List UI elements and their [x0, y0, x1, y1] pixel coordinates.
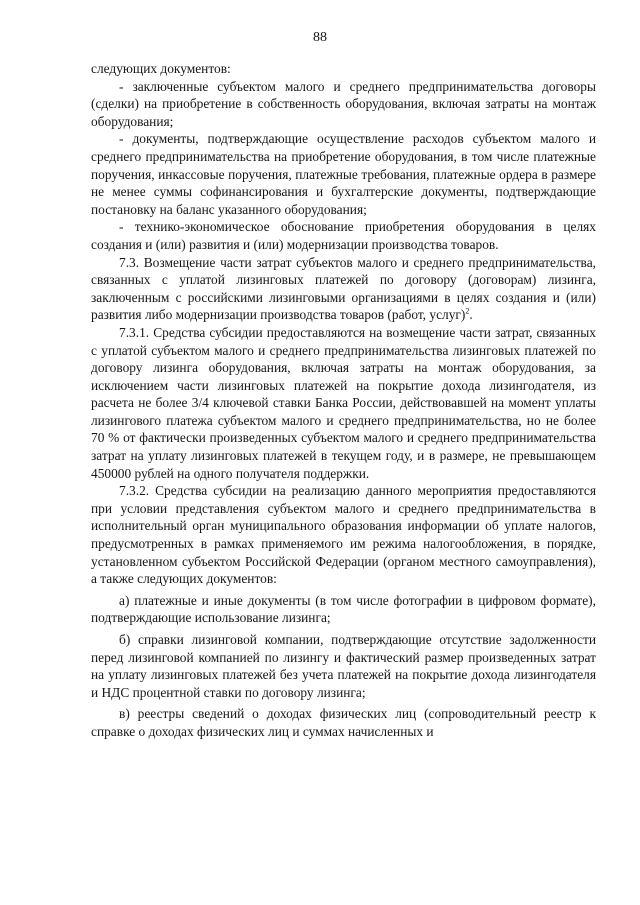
list-item-c: в) реестры сведений о доходах физических лиц (сопроводительный реестр к справке о доходах физических лиц и суммах начисленных и — [91, 706, 596, 739]
footnote-marker: 2 — [465, 306, 470, 316]
page-number: 88 — [313, 30, 327, 45]
section-7-3-1: 7.3.1. Средства субсидии предоставляются на возмещение части затрат, связанных с уплатой субъектом малого и среднего предпринимательства лизинговых платежей по договору лизинга оборудования, включая затраты на монтаж оборудования, за исключением части лизинговых платежей на покрытие дохода лизингодателя, из расчета не более 3/4 ключевой ставки Банка России, действовавшей на момент уплаты лизингового платежа субъектом малого и среднего предпринимательства, но не более 70 % от фактически произведенных субъектом малого и среднего предпринимательства затрат на уплату лизинговых платежей в текущем году, и в размере, не превышающем 450000 рублей на одного получателя поддержки. — [91, 324, 596, 481]
list-item-a: а) платежные и иные документы (в том числе фотографии в цифровом формате), подтверждающие использование лизинга; — [91, 592, 596, 626]
paragraph-expense-documents: - документы, подтверждающие осуществление расходов субъектом малого и среднего предпринимательства на приобретение оборудования, в том числе платежные поручения, инкассовые поручения, платежные требования, платежные ордера в размере не менее суммы софинансирования и бухгалтерские документы, подтверждающие постановку на баланс указанного оборудования; — [91, 131, 596, 217]
list-item-b: б) справки лизинговой компании, подтверждающие отсутствие задолженности перед лизинговой компанией по лизингу и фактический размер произведенных затрат на уплату лизинговых платежей без учета платежей на покрытие дохода лизингодателя и НДС процентной ставки по договору лизинга; — [91, 632, 596, 700]
paragraph-intro: следующих документов: — [91, 61, 231, 76]
section-7-3-2: 7.3.2. Средства субсидии на реализацию данного мероприятия предоставляются при условии представления субъектом малого и среднего предпринимательства в исполнительный орган муниципального образования информации об уплате налогов, предусмотренных в рамках применяемого им режима налогообложения, в порядке, установленном субъектом Российской Федерации (органом местного самоуправления), а также следующих документов: — [91, 483, 596, 587]
section-7-3-end: . — [469, 307, 473, 323]
section-7-3-text: 7.3. Возмещение части затрат субъектов малого и среднего предпринимательства, связанных с уплатой лизинговых платежей по договору (договорам) лизинга, заключенным с российскими лизинговыми организациями в целях создания и (или) развития либо модернизации производства товаров (работ, услуг) — [91, 254, 596, 323]
paragraph-contracts: - заключенные субъектом малого и среднего предпринимательства договоры (сделки) на приобретение в собственность оборудования, включая затраты на монтаж оборудования; — [91, 78, 596, 129]
document-body — [91, 60, 596, 741]
paragraph-feasibility-study: - технико-экономическое обоснование приобретения оборудования в целях создания и (или) развития и (или) модернизации производства товаров. — [91, 219, 596, 252]
section-7-3 — [91, 254, 596, 324]
